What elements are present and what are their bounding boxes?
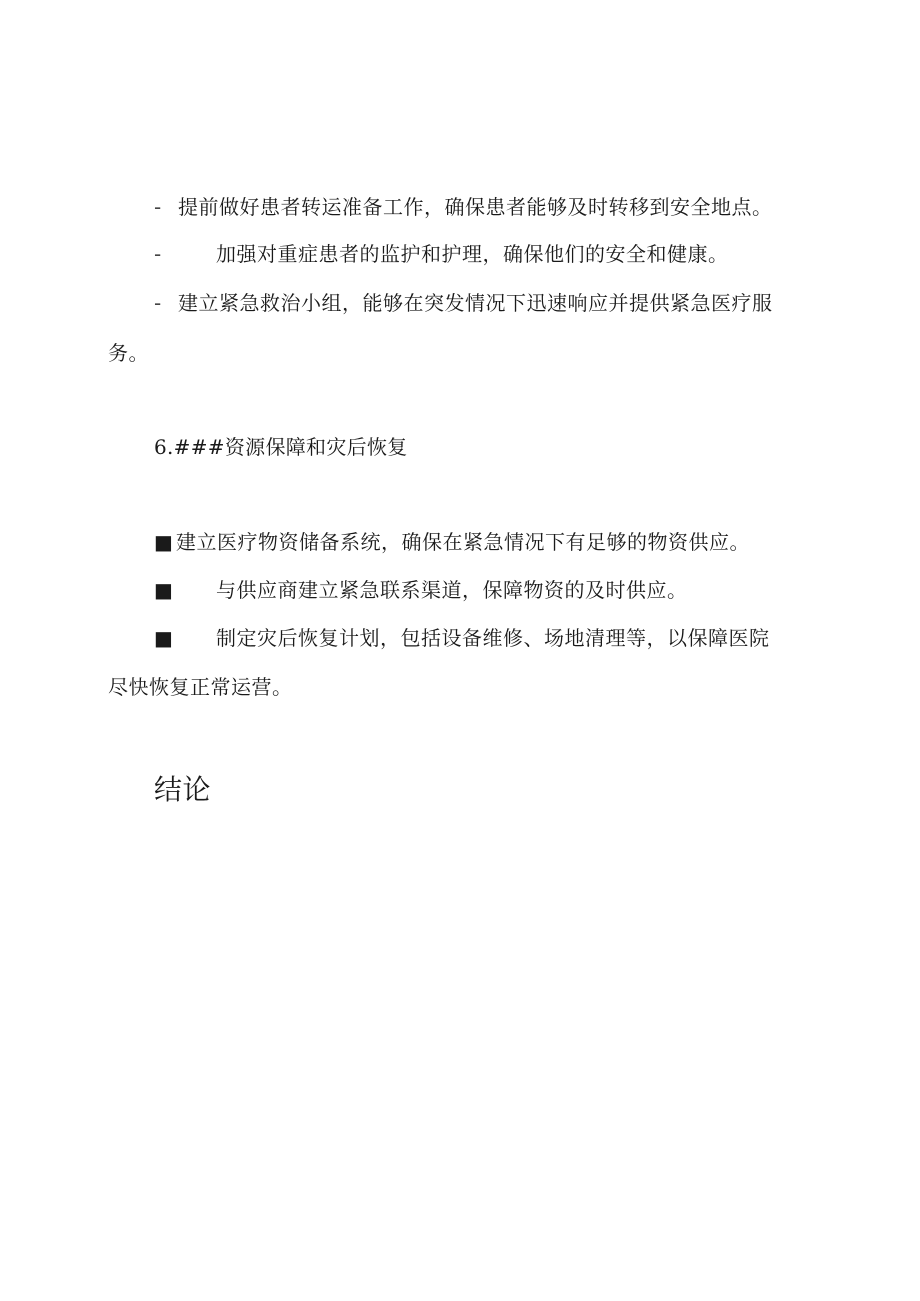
list-item [154,240,854,268]
list-item-text: 制定灾后恢复计划，包括设备维修、场地清理等，以保障医院 [216,626,770,650]
conclusion-heading: 结论 [154,773,212,806]
list-item-continuation: 尽快恢复正常运营。 [108,675,293,699]
dash-marker: - [154,291,162,315]
list-item [154,289,854,317]
list-item [154,528,854,556]
section-heading: 6.###资源保障和灾后恢复 [154,435,408,459]
dash-marker: - [154,195,162,219]
list-item [154,624,854,652]
list-item-text: 建立医疗物资储备系统，确保在紧急情况下有足够的物资供应。 [176,530,750,554]
dash-marker: - [154,242,162,266]
list-item [154,193,854,221]
list-item-text: 建立紧急救治小组，能够在突发情况下迅速响应并提供紧急医疗服 [178,291,773,315]
square-bullet-marker: ■ [154,530,174,554]
square-bullet-marker: ■ [154,626,174,650]
list-item-continuation: 务。 [108,341,149,365]
list-item-text: 提前做好患者转运准备工作，确保患者能够及时转移到安全地点。 [178,195,773,219]
list-item [154,576,854,604]
list-item-text: 与供应商建立紧急联系渠道，保障物资的及时供应。 [216,578,688,602]
list-item-text: 加强对重症患者的监护和护理，确保他们的安全和健康。 [216,242,729,266]
square-bullet-marker: ■ [154,578,174,602]
